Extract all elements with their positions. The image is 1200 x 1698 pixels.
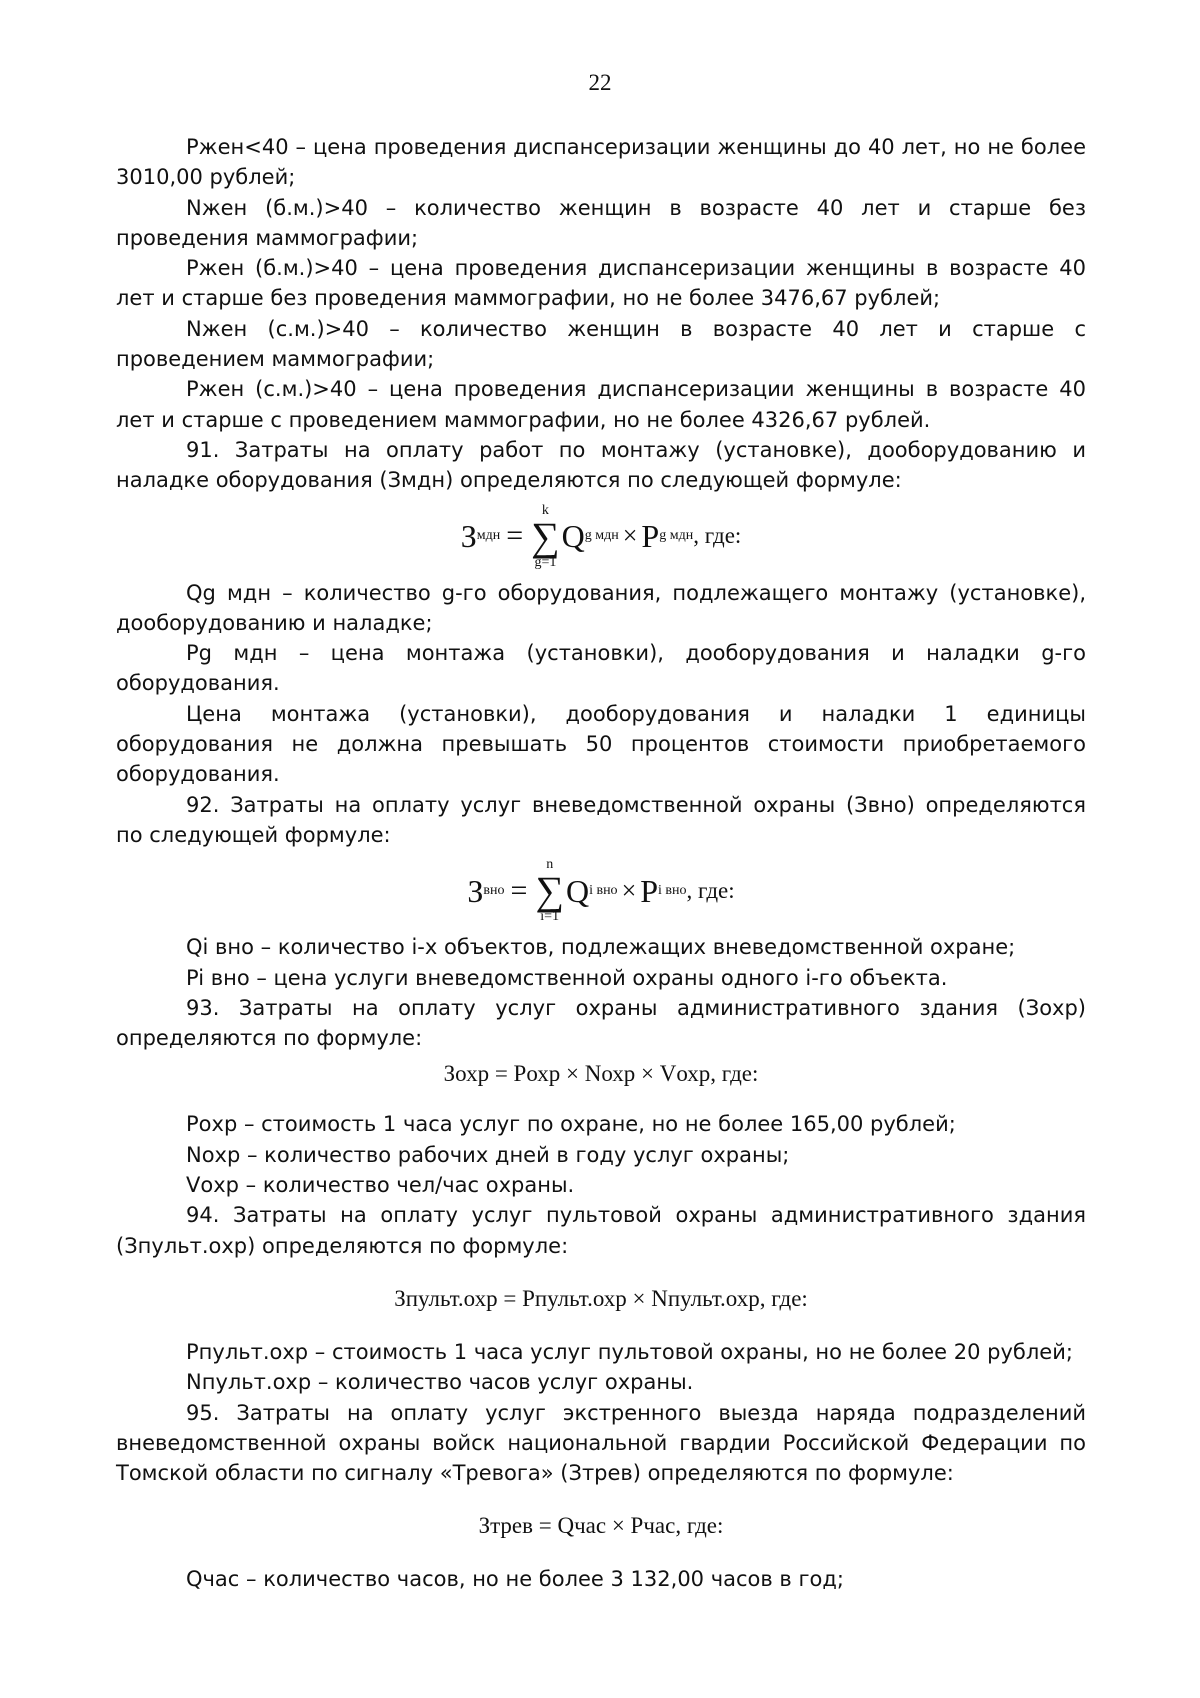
paragraph: Pохр – стоимость 1 часа услуг по охране, но не более 165,00 рублей;	[186, 1112, 956, 1137]
paragraph-93: 93. Затраты на оплату услуг охраны административного здания (Зохр) определяются по формуле:	[116, 995, 1086, 1051]
formula-95: Зтрев = Qчас × Pчас, где:	[478, 1513, 724, 1539]
multiply-sign: ×	[622, 521, 638, 551]
formula-lhs-sub: вно	[483, 883, 505, 899]
spacer	[116, 1548, 1086, 1564]
sigma-icon: ∑	[531, 513, 560, 559]
sum-upper-limit: n	[546, 857, 554, 873]
paragraph: Pg мдн – цена монтажа (установки), дооборудования и наладки g-го оборудования.	[116, 641, 1086, 696]
formula-q-sub: g мдн	[584, 528, 619, 544]
formula-p: P	[640, 873, 659, 910]
paragraph-94: 94. Затраты на оплату услуг пультовой охраны административного здания (Зпульт.охр) определяются по формуле:	[116, 1203, 1086, 1258]
sigma-icon: ∑	[535, 868, 564, 914]
paragraph: Nохр – количество рабочих дней в году услуг охраны;	[186, 1142, 790, 1167]
formula-lhs: З	[460, 518, 477, 555]
paragraph: Цена монтажа (установки), дооборудования и наладки 1 единицы оборудования не должна превышать 50 процентов стоимости приобретаемого оборудования.	[116, 701, 1086, 787]
paragraph: Pжен (б.м.)>40 – цена проведения диспансеризации женщины в возрасте 40 лет и старше без проведения маммографии, но не более 3476,67 рублей;	[116, 256, 1086, 311]
paragraph: Qчас – количество часов, но не более 3 132,00 часов в год;	[186, 1567, 844, 1592]
sum-lower-limit: g=1	[534, 554, 557, 570]
paragraph: Vохр – количество чел/час охраны.	[186, 1173, 575, 1198]
paragraph: Pжен (с.м.)>40 – цена проведения диспансеризации женщины в возрасте 40 лет и старше с проведением маммографии, но не более 4326,67 рублей.	[116, 377, 1086, 432]
formula-p-sub: i вно	[658, 883, 687, 899]
sum-symbol	[535, 858, 564, 924]
formula-93: Зохр = Pохр × Nохр × Vохр, где:	[443, 1061, 759, 1087]
formula-lhs-sub: мдн	[476, 528, 501, 544]
paragraph: Pжен<40 – цена проведения диспансеризации женщины до 40 лет, но не более 3010,00 рублей;	[116, 135, 1086, 190]
paragraph-92: 92. Затраты на оплату услуг вневедомственной охраны (Звно) определяются по следующей формуле:	[116, 792, 1086, 847]
paragraph: Qi вно – количество i-х объектов, подлежащих вневедомственной охране;	[186, 935, 1016, 960]
sum-upper-limit: k	[541, 502, 549, 518]
formula-q: Q	[561, 518, 585, 555]
formula-p: P	[641, 518, 660, 555]
formula-94: Зпульт.охр = Pпульт.охр × Nпульт.охр, где:	[394, 1285, 808, 1311]
paragraph: Nжен (б.м.)>40 – количество женщин в возрасте 40 лет и старше без проведения маммографии;	[116, 195, 1086, 250]
formula-tail: , где:	[686, 878, 735, 904]
formula-91	[116, 496, 1086, 578]
paragraph: Pпульт.охр – стоимость 1 часа услуг пультовой охраны, но не более 20 рублей;	[186, 1339, 1073, 1364]
spacer	[116, 1488, 1086, 1504]
paragraph-91: 91. Затраты на оплату работ по монтажу (установке), дооборудованию и наладке оборудования (Змдн) определяются по следующей формуле:	[116, 437, 1086, 493]
paragraph: Nпульт.охр – количество часов услуг охраны.	[186, 1370, 694, 1395]
equals-sign: =	[510, 874, 528, 908]
paragraph-95: 95. Затраты на оплату услуг экстренного выезда наряда подразделений вневедомственной охраны войск национальной гвардии Российской Федерации по Томской области по сигналу «Тревога» (Зтрев) определяются по формуле:	[116, 1400, 1086, 1486]
formula-92	[116, 850, 1086, 932]
spacer	[116, 1321, 1086, 1337]
formula-lhs: З	[467, 873, 484, 910]
formula-q: Q	[565, 873, 590, 910]
equals-sign: =	[506, 519, 524, 553]
sum-symbol	[531, 504, 560, 570]
formula-p-sub: g мдн	[659, 528, 694, 544]
paragraph: Nжен (с.м.)>40 – количество женщин в возрасте 40 лет и старше с проведением маммографии;	[116, 316, 1086, 372]
multiply-sign: ×	[621, 876, 637, 906]
paragraph: Pi вно – цена услуги вневедомственной охраны одного i-го объекта.	[186, 965, 948, 990]
formula-q-sub: i вно	[589, 883, 618, 899]
paragraph: Qg мдн – количество g-го оборудования, подлежащего монтажу (установке), дооборудованию и наладке;	[116, 580, 1086, 635]
page-number: 22	[588, 70, 612, 95]
spacer	[116, 1095, 1086, 1109]
sum-lower-limit: i=1	[540, 909, 560, 925]
formula-tail: , где:	[693, 523, 742, 549]
document-body	[116, 132, 1086, 1595]
spacer	[116, 1261, 1086, 1277]
